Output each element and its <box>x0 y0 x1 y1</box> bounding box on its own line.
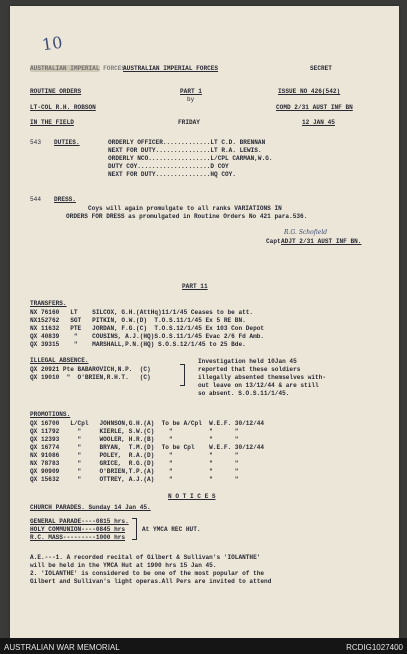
day: FRIDAY <box>178 119 200 126</box>
header-center: AUSTRALIAN IMPERIAL FORCES <box>123 65 219 72</box>
transfer-row: NX 11632 PTE JORDAN, F.G.(C) T.O.S.12/1/45 Ex 103 Con Depot <box>30 325 265 332</box>
part-two: PART 11 <box>182 283 208 290</box>
by-label: by <box>187 96 195 103</box>
transfers-title: TRANSFERS. <box>30 300 67 307</box>
illegal-absence-title: ILLEGAL ABSENCE. <box>30 357 89 364</box>
notice-line: will be held in the YMCA Hut at 1900 hrs 15 Jan 45. <box>30 562 217 569</box>
adjutant-rank: Capt <box>266 238 281 245</box>
footer-source: AUSTRALIAN WAR MEMORIAL <box>4 643 120 652</box>
absence-row: QX 19010 " O'BRIEN,R.H.T. (C) <box>30 374 151 381</box>
unit: COMD 2/31 AUST INF BN <box>276 104 353 111</box>
duties-line: DUTY COY....................D COY <box>108 163 229 170</box>
church-place: At YMCA REC HUT. <box>142 526 201 533</box>
notice-line: A.E.---1. A recorded recital of Gilbert & Sullivan's 'IOLANTHE' <box>30 554 261 561</box>
absence-note-line: illegally absented themselves with- <box>198 374 326 381</box>
header-left: AUSTRALIAN IMPERIAL FORCES <box>30 65 126 72</box>
place: IN THE FIELD <box>30 119 74 126</box>
dress-line: ORDERS FOR DRESS as promulgated in Routine Orders No 421 para.536. <box>66 213 308 220</box>
church-row: GENERAL PARADE----0815 hrs. <box>30 518 129 525</box>
notice-line: 2. 'IOLANTHE' is considered to be one of the most popular of the <box>30 570 265 577</box>
archive-footer <box>0 638 407 654</box>
duties-line: NEXT FOR DUTY...............HQ COY. <box>108 171 236 178</box>
absence-note-line: out leave on 13/12/44 & are still <box>198 382 319 389</box>
promotion-row: NX 78783 " GRICE, R.G.(D) " " " <box>30 460 239 467</box>
duties-line: ORDERLY NCO.................L/CPL CARMAN,W.G. <box>108 155 273 162</box>
orders-title: ROUTINE ORDERS <box>30 88 82 95</box>
dress-number: 544 <box>30 196 41 203</box>
handwritten-mark: 10 <box>40 32 64 55</box>
promotions-title: PROMOTIONS. <box>30 411 71 418</box>
footer-record-id: RCDIG1027400 <box>346 643 403 652</box>
promotion-row: QX 90909 " O'BRIEN,T.P.(A) " " " <box>30 468 239 475</box>
promotion-row: NX 91086 " POLEY, R.A.(D) " " " <box>30 452 239 459</box>
transfer-row: NX 76160 LT SILCOX, G.H.(AttHq)11/1/45 Ceases to be att. <box>30 309 254 316</box>
absence-note-line: so absent. S.O.S.11/1/45. <box>198 390 290 397</box>
issue-number: ISSUE NO 426(542) <box>278 88 341 95</box>
absence-note-line: reported that these soldiers <box>198 366 301 373</box>
church-bracket <box>132 518 137 540</box>
document-page <box>10 6 399 638</box>
dress-title: DRESS. <box>54 196 76 203</box>
adjutant-title: ADJT 2/31 AUST INF BN. <box>281 238 362 245</box>
promotion-row: QX 12393 " WOOLER, H.R.(B) " " " <box>30 436 239 443</box>
duties-line: ORDERLY OFFICER.............LT C.D. BRENNAN <box>108 139 266 146</box>
transfer-row: QX 40839 " COUSINS, A.J.(HQ)S.O.S.11/1/45 Evac 2/6 Fd Amb. <box>30 333 265 340</box>
church-row: R.C. MASS---------1000 hrs <box>30 534 126 541</box>
adjutant-signature: R.G. Schofield <box>284 229 328 236</box>
absence-bracket <box>180 364 185 386</box>
promotion-row: QX 11792 " KIERLE, S.W.(C) " " " <box>30 428 239 435</box>
notice-line: Gilbert and Sullivan's light operas.All Pers are invited to attend <box>30 578 272 585</box>
date: 12 JAN 45 <box>302 119 335 126</box>
transfer-row: NX152762 SGT PITKIN, O.W.(D) T.O.S.11/1/45 Ex 5 RE BN. <box>30 317 246 324</box>
commander: LT-COL R.H. ROBSON <box>30 104 96 111</box>
absence-row: QX 20921 Pte BABAROVICH,N.P. (C) <box>30 366 151 373</box>
notices-title: N O T I C E S <box>168 493 216 500</box>
duties-title: DUTIES. <box>54 139 80 146</box>
absence-note-line: Investigation held 10Jan 45 <box>198 358 297 365</box>
duties-number: 543 <box>30 139 41 146</box>
church-parades-title: CHURCH PARADES. Sunday 14 Jan 45. <box>30 504 151 511</box>
promotion-row: QX 15632 " OTTREY, A.J.(A) " " " <box>30 476 239 483</box>
church-row: HOLY COMMUNION----0845 hrs <box>30 526 126 533</box>
promotion-row: QX 16700 L/Cpl JOHNSON,G.H.(A) To be A/Cpl W.E.F. 30/12/44 <box>30 420 265 427</box>
promotion-row: QX 16774 " BRYAN, T.M.(D) To be Cpl W.E.F. 30/12/44 <box>30 444 265 451</box>
part-one: PART 1 <box>180 88 202 95</box>
duties-line: NEXT FOR DUTY...............LT R.A. LEWIS. <box>108 147 262 154</box>
transfer-row: QX 39315 " MARSHALL,P.N.(HQ) S.O.S.12/1/45 to 25 Bde. <box>30 341 246 348</box>
header-right: SECRET <box>310 65 332 72</box>
dress-line: Coys will again promulgate to all ranks VARIATIONS IN <box>88 205 282 212</box>
